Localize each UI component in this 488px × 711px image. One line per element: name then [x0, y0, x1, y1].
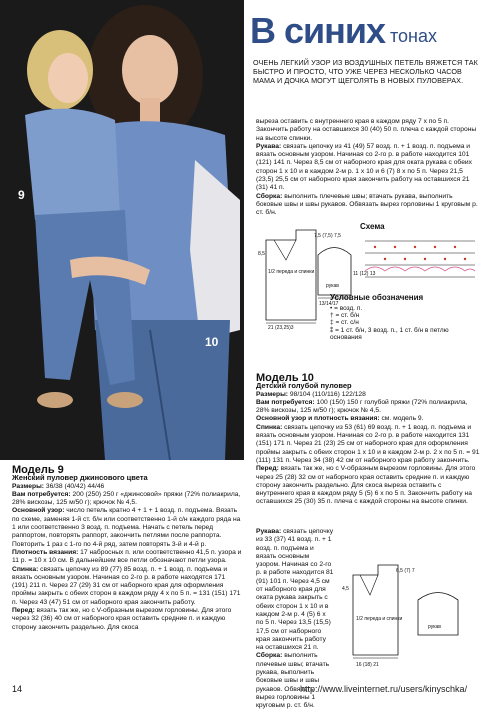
model10-subtitle: Детский голубой пуловер [256, 381, 352, 391]
model10-block [256, 374, 480, 507]
diagram-a-dims-sleeve: 13/14/17 [319, 301, 339, 307]
diagram-b-label-front: 1/2 переда и спинки [356, 616, 403, 622]
model9-label-sizes: Размеры: [12, 482, 45, 490]
model9-label-gauge: Плотность вязания: [12, 548, 79, 556]
page-title-suffix: тонах [390, 26, 438, 46]
model9-cont-label-assembly: Сборка: [256, 192, 283, 200]
model9-front: вязать так же, но с V-образным вырезом горловины. Для этого через 32 (36) 40 см от наборного края оставить средние п. и каждую сторону закончить раздельно. Для скоса [12, 607, 232, 631]
diagram-a-dims-height: 11 (12) 13 [353, 271, 376, 277]
source-watermark: http://www.liveinternet.ru/users/kinyschka/ [300, 684, 468, 694]
model10-sizes: 98/104 (110/116) 122/128 [288, 390, 366, 398]
pattern-diagram-model10 [338, 560, 478, 674]
model9-label-front: Перед: [12, 607, 35, 615]
photo-models [0, 0, 244, 460]
model9-gauge: 17 набросных п. или соответственно 41,5 п. узора и 11 р. = 10 х 10 см. В дальнейшем все петли обозначают петли узора. [12, 548, 242, 565]
model10-label-front: Перед: [256, 465, 279, 473]
model10-sleeves: связать цепочку из 33 (37) 41 возд. п. + 1 возд. п. подъема и вязать основным узором. Начиная со 2-го р. в работе находится 81 (91) 101 п. Через 4,5 см от наборного края для оката рукава закрыть с обеих сторон 1 х 10 и в каждом 2-м р. 4 (5) 6 х по 5 п. Через 13,5 (15,5) 17,5 см от наборного края закончить работу на оставшихся 21 п. [256, 528, 334, 652]
model9-continuation [256, 118, 480, 218]
model10-back: связать цепочку из 53 (61) 69 возд. п. + 1 возд. п. подъема и вязать основным узором. Начиная со 2-го р. в работе находится 131 (151) 171 п. Через 21 (23) 25 см от наборного края для оформления проймы закрыть с обеих сторон 1 х 10 и в каждом 2-м р. 2 х по 5 п. = 91 (111) 131 п. Через 34 (38) 42 см от наборного края работу закончить. [256, 423, 480, 464]
page-number: 14 [12, 684, 23, 694]
legend [330, 293, 480, 341]
model9-cont-assembly: выполнить плечевые швы; втачать рукава, выполнить боковые швы и швы рукавов. Обвязать вырез горловины 1 круговым р. ст. б/н. [256, 192, 478, 217]
model10-heading: Модель 10 [256, 372, 314, 384]
page-title: В синих [250, 10, 386, 51]
diagram-a-label-sleeve: рукав [326, 283, 339, 289]
scheme-title: Схема [360, 222, 385, 231]
intro-text: ОЧЕНЬ ЛЕГКИЙ УЗОР ИЗ ВОЗДУШНЫХ ПЕТЕЛЬ ВЯЖЕТСЯ ТАК БЫСТРО И ПРОСТО, ЧТО УЖЕ ЧЕРЕЗ НЕСКОЛЬКО ЧАСОВ МАМА И ДОЧКА МОГУТ ЩЕГОЛЯТЬ В НОВЫХ ПУЛОВЕРАХ. [253, 58, 478, 86]
photo-label-9: 9 [18, 188, 25, 202]
model9-block [12, 466, 242, 632]
diagram-b-dims-bottom: 16 (18) 21 [356, 662, 379, 668]
model10-label-sizes: Размеры: [256, 390, 289, 398]
model9-pattern: число петель кратно 4 + 1 + 1 возд. п. подъема. Вязать по схеме, заменяя 1-й ст. б/н или соответственно 1-й с/н каждого ряда на 1 или соответственно 3 возд. п. подъема. Начать с петель перед раппортом, повторять раппорт, закончить петлями после раппорта. Повторить 1 раз с 1-го по 4-й ряд, затем повторять 3-й и 4-й р. [12, 507, 241, 548]
legend-item: ‡ = ст. с/н [330, 319, 359, 326]
model10-materials: 100 (150) 150 г голубой пряжи (72% полиакрила, 28% вискозы, 125 м/50 г); крючок № 4,5. [256, 398, 468, 415]
diagram-a-dims-top: 7,5 (7,5) 7,5 [314, 233, 341, 239]
diagram-b-label-sleeve: рукав [428, 624, 441, 630]
model10-label-back: Спинка: [256, 423, 283, 431]
diagram-a-dims-bottom: 21 (23,25)3 [268, 325, 294, 331]
model10-label-materials: Вам потребуется: [256, 398, 315, 406]
model9-cont-sleeves: связать цепочку из 41 (49) 57 возд. п. + 1 возд. п. подъема и вязать основным узором. Начиная со 2-го р. в работе находится 101 (121) 141 п. Через 8,5 см от наборного края для оката рукава с обеих сторон 1 х 10 и в каждом 2-м р. 1 х 10 и 6 (7) 8 х по 5 п. Через 21,5 (23,5) 25,5 см от наборного края закончить работу на оставшихся 21 (31) 41 п. [256, 142, 472, 192]
model9-back: связать цепочку из 89 (77) 85 возд. п. + 1 возд. п. подъема и вязать основным узором. Начиная со 2-го р. в работе находятся 171 (191) 211 п. Через 27 (29) 31 см от наборного края для оформления проймы закрыть с обеих сторон в каждом ряду 4 х по 5 п. = 131 (151) 171 п. Через 43 (47) 51 см от наборного края закончить работу. [12, 565, 241, 606]
legend-item: † = ст. б/н [330, 312, 360, 319]
legend-item: • = возд. п. [330, 305, 363, 312]
model10-label-sleeves: Рукава: [256, 528, 282, 535]
diagram-a-dims-side: 8,5 [258, 251, 265, 257]
model10-label-pattern: Основной узор и плотность вязания: [256, 415, 380, 423]
diagram-a-label-front: 1/2 переда и спинки [268, 269, 315, 275]
model10-assembly: выполнить плечевые швы; втачать рукава, выполнить боковые швы и швы рукавов. Обвязать вырез горловины 1 круговым р. ст. б/н. [256, 652, 330, 710]
model9-label-pattern: Основной узор: [12, 507, 65, 515]
model10-pattern: см. модель 9. [379, 415, 424, 423]
legend-item: ⁑ = 1 ст. б/н, 3 возд. п., 1 ст. б/н в петлю основания [330, 327, 449, 341]
model9-label-materials: Вам потребуется: [12, 490, 71, 498]
photo-label-10: 10 [205, 335, 219, 349]
model9-subtitle: Женский пуловер джинсового цвета [12, 473, 148, 483]
model9-label-back: Спинка: [12, 565, 39, 573]
legend-title: Условные обозначения [330, 293, 424, 302]
diagram-b-dims-top: 6,5 (7) 7 [396, 568, 415, 574]
model9-materials: 200 (250) 250 г «джинсовой» пряжи (72% полиакрила, 28% вискозы, 125 м/50 г); крючок № 4,5. [12, 490, 241, 507]
model9-cont-p1: выреза оставить с внутреннего края в каждом ряду 7 х по 5 п. Закончить работу на оставшихся 30 (40) 50 п. плеча с каждой стороны на высоте спинки. [256, 118, 477, 142]
crochet-scheme [360, 222, 478, 285]
model9-cont-label-sleeves: Рукава: [256, 142, 282, 150]
model9-sizes: 36/38 (40/42) 44/46 [44, 482, 105, 490]
diagram-b-dims-side: 4,5 [342, 586, 349, 592]
model10-front: вязать так же, но с V-образным вырезом горловины. Для этого через 25 (28) 32 см от наборного края оставить средние п. и каждую сторону закончить раздельно. Для скоса выреза оставить с внутреннего края в каждом ряду 5 (5) 6 х по 5 п. Закончить работу на оставшихся 25 (30) 35 п. плеча с каждой стороны на высоте спинки. [256, 465, 476, 506]
model9-heading: Модель 9 [12, 464, 64, 476]
model10-label-assembly: Сборка: [256, 652, 283, 660]
